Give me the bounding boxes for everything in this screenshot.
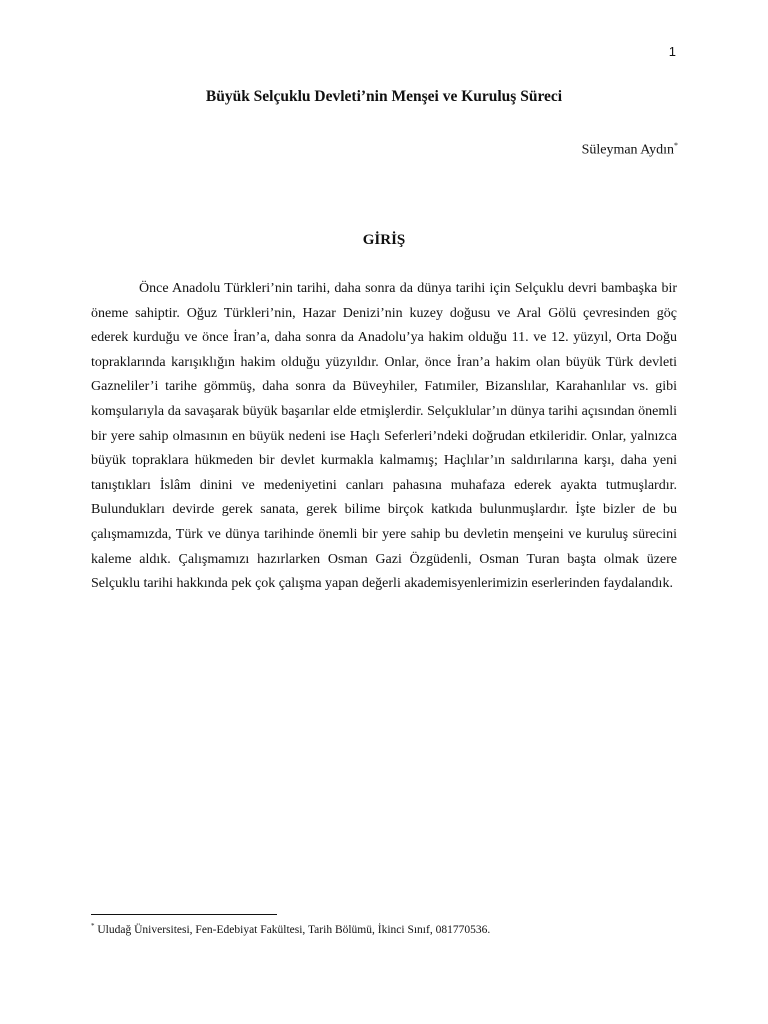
page-number: 1 [668,44,676,59]
footnote [91,922,691,936]
body-paragraph: Önce Anadolu Türkleri’nin tarihi, daha sonra da dünya tarihi için Selçuklu devri bambaşka bir öneme sahiptir. Oğuz Türkleri’nin, Hazar Denizi’nin kuzey doğusu ve Aral Gölü çevresinden göç ederek kurduğu ve önce İran’a, daha sonra da Anadolu’ya hakim olduğu 11. ve 12. yüzyıl, Orta Doğu topraklarında karışıklığın hakim olduğu yüzyıldır. Onlar, önce İran’a hakim olan büyük Türk devleti Gazneliler’i tarihe gömmüş, daha sonra da Büveyhiler, Fatımiler, Bizanslılar, Karahanlılar vs. gibi komşularıyla da savaşarak büyük başarılar elde etmişlerdir. Selçuklular’ın dünya tarihi açısından önemli bir yere sahip olmasının en büyük nedeni ise Haçlı Seferleri’ndeki doğrudan etkileridir. Onlar, yalnızca büyük topraklara hükmeden bir devlet kurmakla kalmamış; Haçlılar’ın saldırılarına karşı, daha yeni tanıştıkları İslâm dinini ve medeniyetini canları pahasına muhafaza ederek ayakta tutmuşlardır. Bulundukları devirde gerek sanata, gerek bilime birçok katkıda bulunmuşlardır. İşte bizler de bu çalışmamızda, Türk ve dünya tarihinde önemli bir yere sahip bu devletin menşeini ve kuruluş sürecini kaleme aldık. Çalışmamızı hazırlarken Osman Gazi Özgüdenli, Osman Turan başta olmak üzere Selçuklu tarihi hakkında pek çok çalışma yapan değerli akademisyenlerimizin eserlerinden faydalandık. [91,281,677,592]
footnote-text: Uludağ Üniversitesi, Fen-Edebiyat Fakültesi, Tarih Bölümü, İkinci Sınıf, 081770536. [94,923,491,936]
author-line [582,141,678,159]
author-name: Süleyman Aydın [581,142,674,158]
footnote-mark: * [91,922,95,930]
footnote-divider [91,914,277,915]
section-heading: GİRİŞ [362,232,406,248]
author-footnote-mark: * [674,141,678,150]
document-title: Büyük Selçuklu Devleti’nin Menşei ve Kuruluş Süreci [205,88,563,105]
